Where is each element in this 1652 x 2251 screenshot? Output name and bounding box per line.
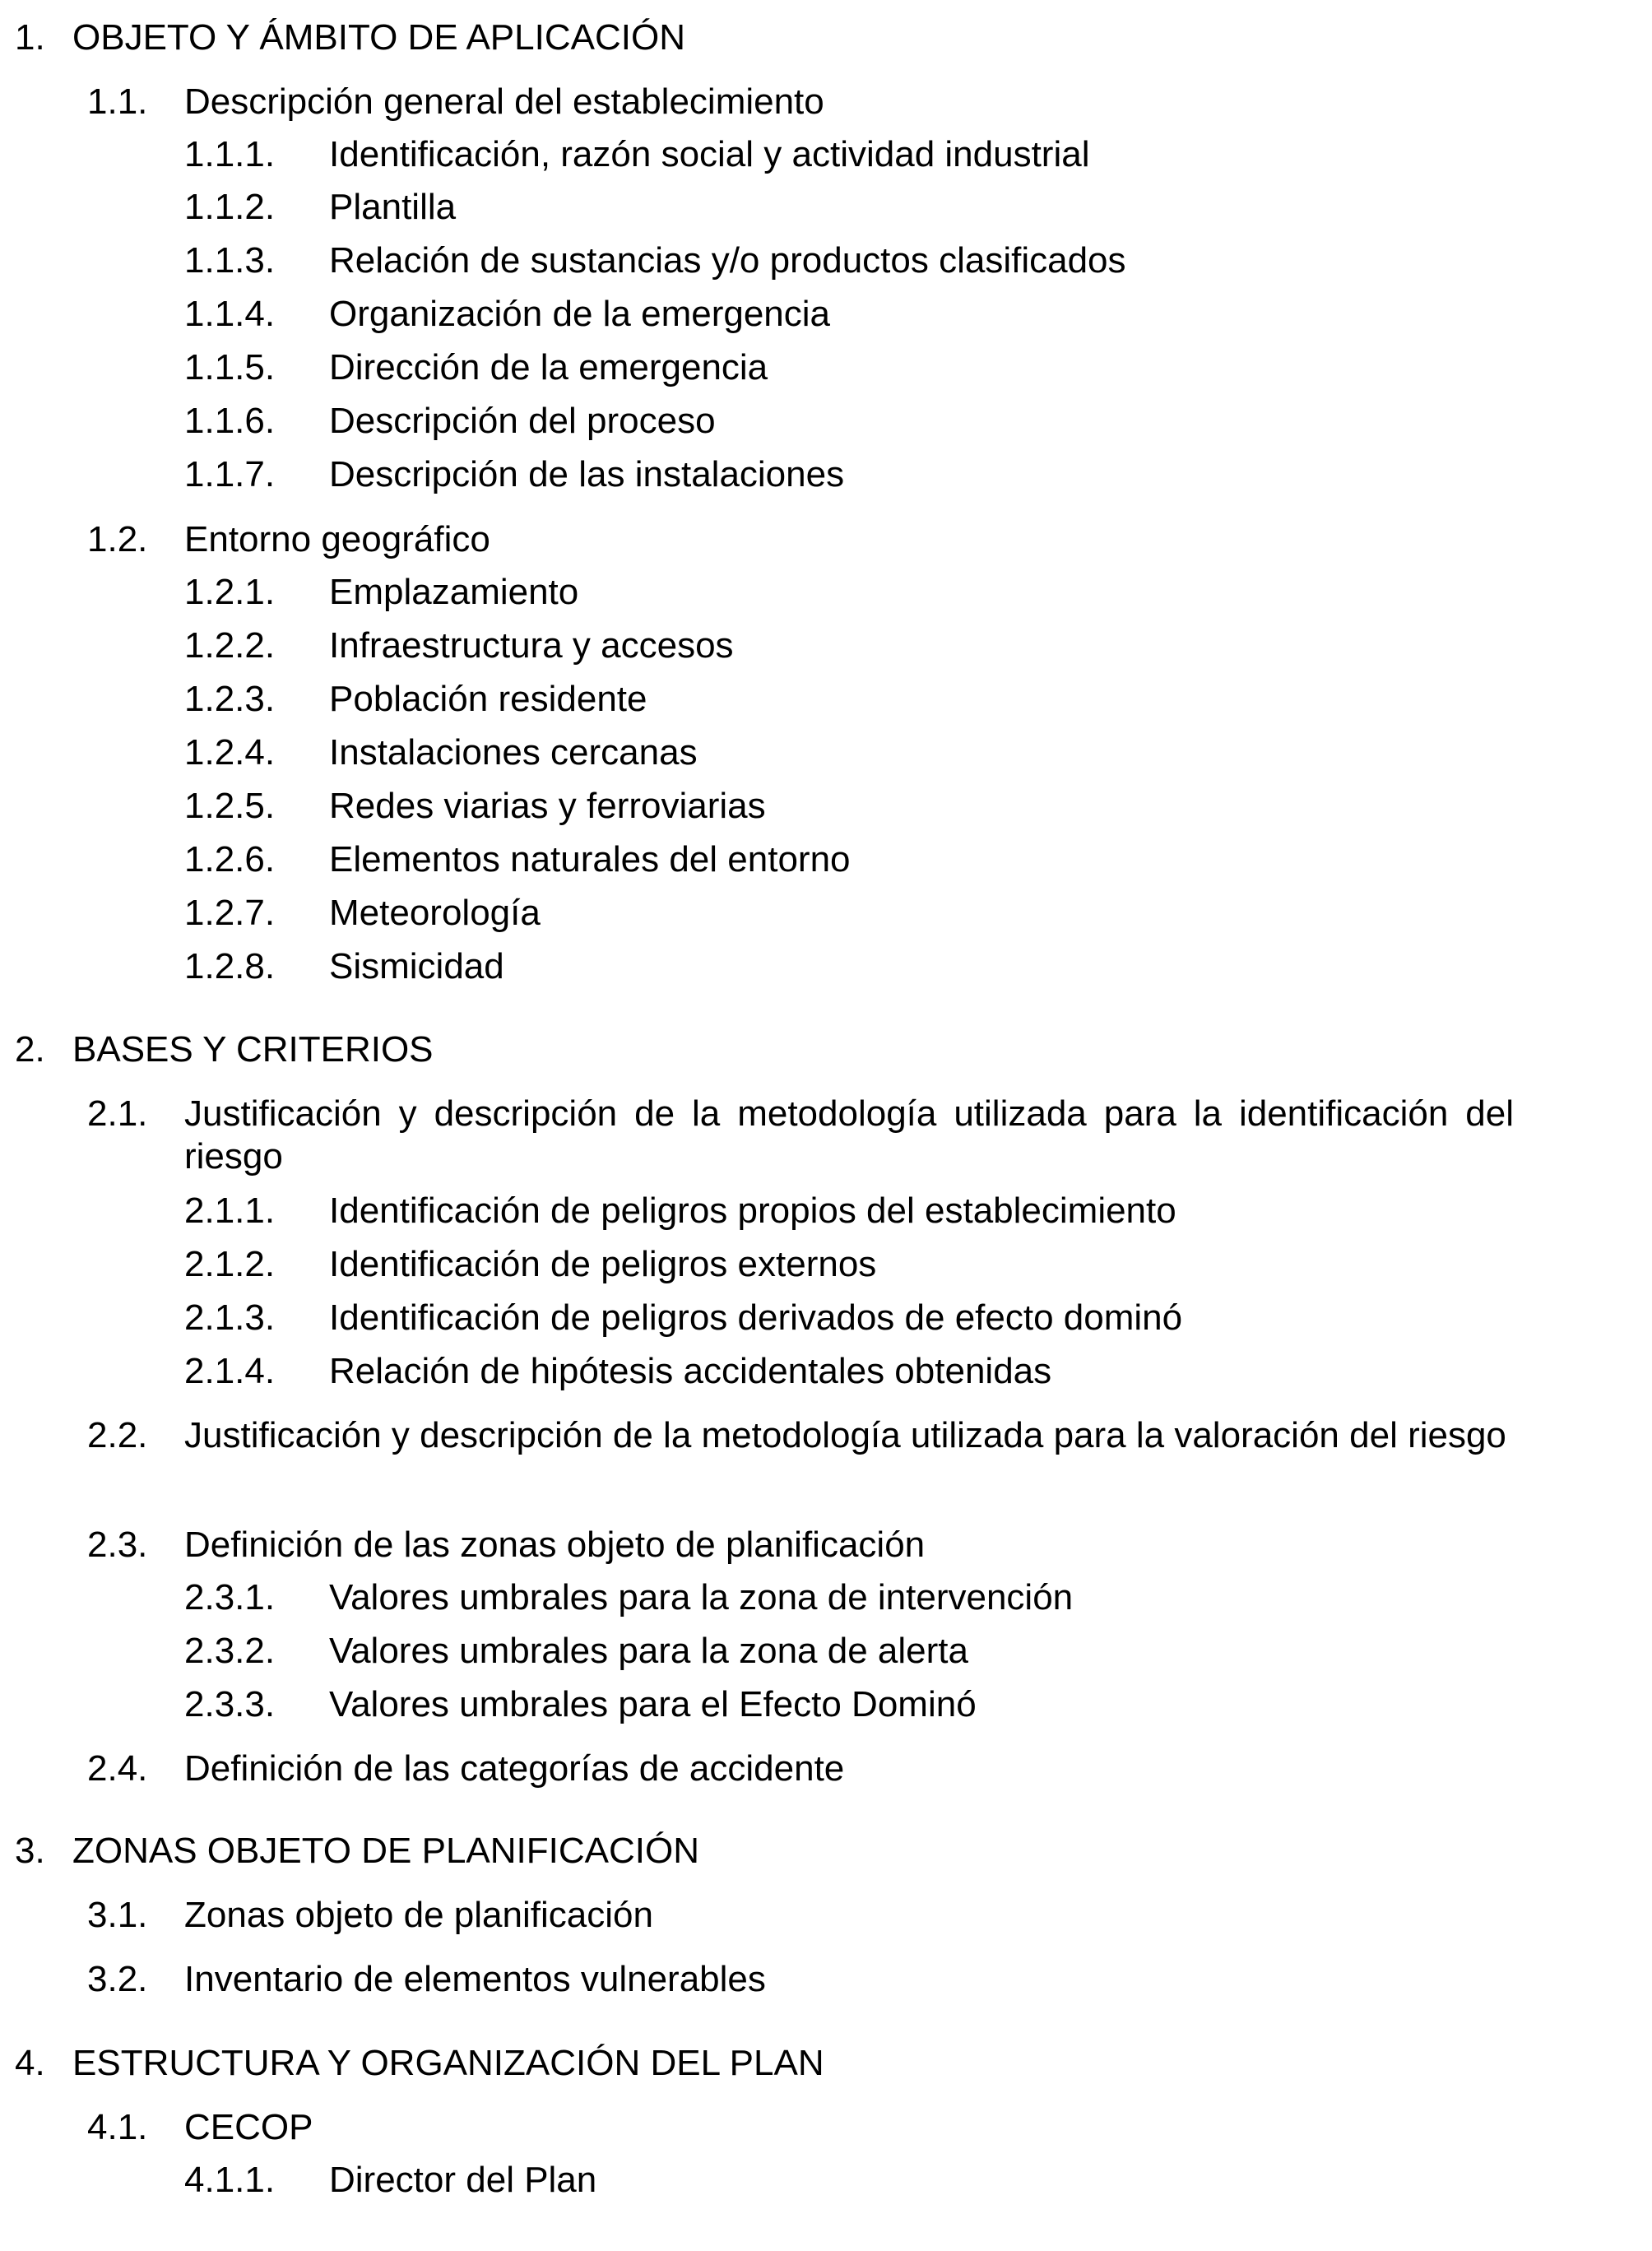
toc-number: 1.1.3. [184,240,276,281]
toc-number: 4.1.1. [184,2160,276,2200]
toc-title: Población residente [329,679,647,719]
toc-title: Organización de la emergencia [329,294,831,334]
toc-number: 2.1.1. [184,1190,276,1231]
toc-number: 1.2.3. [184,679,276,719]
toc-title: Descripción del proceso [329,401,716,441]
toc-title: Emplazamiento [329,572,579,612]
toc-title: Inventario de elementos vulnerables [184,1959,766,1999]
toc-title: Relación de hipótesis accidentales obtenidas [329,1351,1052,1391]
toc-title: OBJETO Y ÁMBITO DE APLICACIÓN [72,17,685,58]
toc-title: Instalaciones cercanas [329,732,698,773]
toc-title: Meteorología [329,893,541,933]
toc-number: 2.1.3. [184,1297,276,1338]
toc-title: Director del Plan [329,2160,597,2200]
toc-number: 1.1.2. [184,187,276,227]
toc-title: Descripción general del establecimiento [184,81,824,122]
toc-number: 1.1.6. [184,401,276,441]
toc-number: 1.2.7. [184,893,276,933]
toc-title: Elementos naturales del entorno [329,839,851,880]
toc-number: 1.2.8. [184,946,276,986]
toc-title: CECOP [184,2107,313,2147]
toc-title: Redes viarias y ferroviarias [329,786,766,826]
toc-number: 1.1.5. [184,347,276,388]
toc-number: 2.1.2. [184,1244,276,1284]
toc-number: 1.1.4. [184,294,276,334]
toc-number: 2.1. [87,1093,148,1134]
toc-number: 2.4. [87,1748,148,1789]
toc-number: 3. [15,1831,45,1871]
toc-title: ESTRUCTURA Y ORGANIZACIÓN DEL PLAN [72,2043,824,2083]
toc-title: Zonas objeto de planificación [184,1895,653,1935]
toc-title: Identificación, razón social y actividad industrial [329,134,1090,174]
toc-number: 1.2.1. [184,572,276,612]
toc-title: Justificación y descripción de la metodología utilizada para la identificación del riesgo [184,1093,1514,1177]
toc-number: 2.2. [87,1415,148,1455]
toc-number: 2.3.3. [184,1684,276,1724]
toc-number: 1.2.2. [184,625,276,666]
toc-title: Entorno geográfico [184,519,490,559]
toc-title: Sismicidad [329,946,504,986]
toc-number: 1.1.1. [184,134,276,174]
toc-title: Identificación de peligros externos [329,1244,877,1284]
toc-title: ZONAS OBJETO DE PLANIFICACIÓN [72,1831,699,1871]
toc-number: 1.2. [87,519,148,559]
toc-title: Identificación de peligros derivados de efecto dominó [329,1297,1183,1338]
toc-title: Identificación de peligros propios del establecimiento [329,1190,1176,1231]
toc-number: 2.3.2. [184,1631,276,1671]
toc-number: 1.2.6. [184,839,276,880]
toc-number: 4. [15,2043,45,2083]
toc-number: 2.1.4. [184,1351,276,1391]
toc-title: Justificación y descripción de la metodología utilizada para la valoración del riesgo [184,1415,1506,1455]
toc-number: 1.1. [87,81,148,122]
toc-title: Descripción de las instalaciones [329,454,845,494]
toc-number: 1.2.4. [184,732,276,773]
toc-title: Valores umbrales para el Efecto Dominó [329,1684,977,1724]
toc-title: Plantilla [329,187,457,227]
toc-title: Definición de las categorías de accidente [184,1748,845,1789]
toc-title: Infraestructura y accesos [329,625,734,666]
toc-number: 1.2.5. [184,786,276,826]
toc-number: 1.1.7. [184,454,276,494]
toc-title: BASES Y CRITERIOS [72,1029,434,1070]
toc-title: Valores umbrales para la zona de intervención [329,1577,1074,1617]
toc-number: 2.3. [87,1525,148,1565]
toc-number: 3.1. [87,1895,148,1935]
toc-title: Definición de las zonas objeto de planificación [184,1525,926,1565]
toc-title: Relación de sustancias y/o productos clasificados [329,240,1126,281]
toc-number: 2. [15,1029,45,1070]
toc-number: 3.2. [87,1959,148,1999]
toc-title: Valores umbrales para la zona de alerta [329,1631,968,1671]
toc-number: 2.3.1. [184,1577,276,1617]
toc-number: 4.1. [87,2107,148,2147]
toc-title: Dirección de la emergencia [329,347,768,388]
toc-number: 1. [15,17,45,58]
